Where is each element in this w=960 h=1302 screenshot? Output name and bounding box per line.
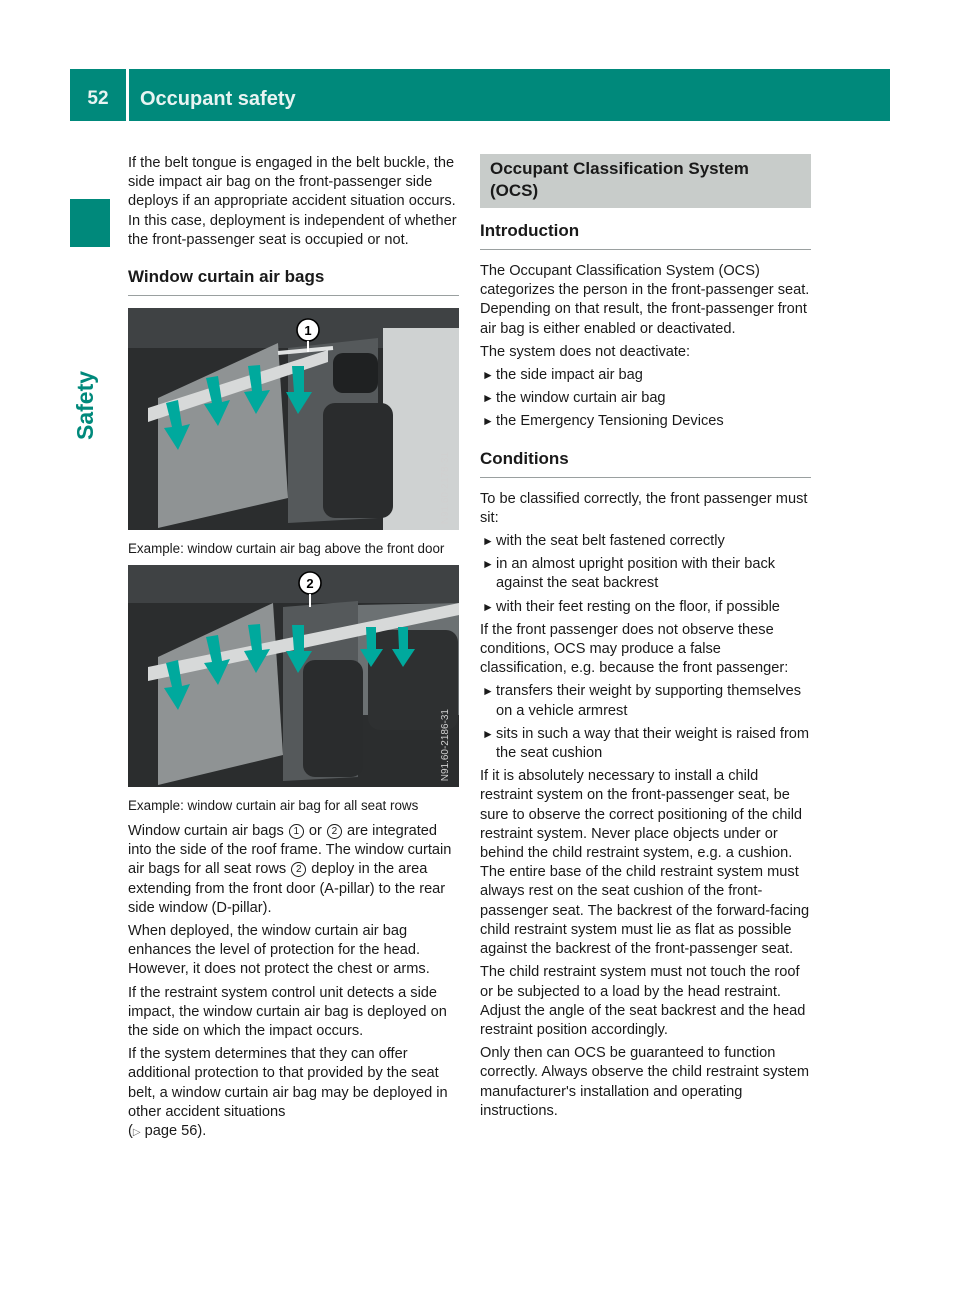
page-reference-link[interactable]: page 56).: [144, 1123, 207, 1140]
callout-2-icon: 2: [327, 824, 342, 839]
child-restraint-paragraph: If it is absolutely necessary to install a child restraint system on the front-passenger seat, be sure to observe the correct positioning of the child restraint system. Never place objects under or behind the child restraint system, e.g. a cushion. The entire base of the child restraint system must always rest on the seat cushion of the front-passenger seat. The backrest of the forward-facing child restraint system must lie as flat as possible against the backrest of the front-passenger seat.: [480, 768, 810, 958]
bullet-icon: ►: [482, 534, 494, 549]
list-item: ► the Emergency Tensioning Devices: [480, 412, 811, 431]
guarantee-paragraph: Only then can OCS be guaranteed to function correctly. Always observe the child restraint system manufacturer's installation and operating instructions.: [480, 1045, 810, 1119]
figure-caption: Example: window curtain air bag for all seat rows: [128, 798, 419, 814]
bullet-icon: ►: [482, 557, 494, 572]
figure-code: N91.60-2178-31: [439, 451, 451, 525]
section-heading: Window curtain air bags: [128, 266, 459, 296]
side-tab-label: Safety: [72, 370, 98, 440]
svg-text:1: 1: [304, 323, 312, 339]
conditions-paragraph: To be classified correctly, the front passenger must sit:: [480, 490, 808, 526]
right-column: [480, 154, 811, 1125]
ocs-heading-box: [480, 154, 811, 208]
protection-paragraph: When deployed, the window curtain air bag enhances the level of protection for the head. However, it does not protect the chest or arms.: [128, 923, 430, 978]
intro-paragraph: If the belt tongue is engaged in the belt buckle, the side impact air bag on the front-passenger side deploys if an appropriate accident situation occurs. In this case, deployment is independent of whether the front-passenger seat is occupied or not.: [128, 155, 457, 248]
deployment-paragraph: If the restraint system control unit detects a side impact, the window curtain air bag is deployed on the side on which the impact occurs.: [128, 984, 447, 1040]
page-reference-arrow-icon: ▷: [132, 1127, 141, 1139]
list-item: ► the window curtain air bag: [480, 389, 811, 408]
figure-caption: Example: window curtain air bag above the front door: [128, 541, 445, 557]
airbag-illustration-1: [128, 308, 459, 530]
conditions-list: [480, 532, 811, 617]
additional-protection-paragraph: If the system determines that they can offer additional protection to that provided by the seat belt, a window curtain air bag may be deployed in other accident situations (▷ page 56).: [128, 1046, 448, 1140]
bullet-icon: ►: [482, 599, 494, 614]
false-classification-paragraph: If the front passenger does not observe these conditions, OCS may produce a false classification, e.g. because the front passenger:: [480, 621, 789, 677]
not-deactivate-list: [480, 366, 811, 432]
list-item: ► transfers their weight by supporting themselves on a vehicle armrest: [482, 683, 801, 719]
callout-1-icon: 1: [289, 824, 304, 839]
bullet-icon: ►: [482, 414, 494, 429]
airbag-illustration-2: [128, 565, 459, 787]
list-item: ► the side impact air bag: [480, 366, 811, 385]
figure-code: N91.60-2186-31: [439, 708, 451, 782]
page-title: Occupant safety: [140, 88, 296, 110]
not-deactivate-paragraph: The system does not deactivate:: [480, 343, 691, 360]
false-classification-list: [480, 682, 811, 763]
ocs-intro-paragraph: The Occupant Classification System (OCS) categorizes the person in the front-passenger seat. Depending on that result, the front-passenger front air bag is either enabled or deactivated.: [480, 263, 810, 337]
list-item: ► sits in such a way that their weight is raised from the seat cushion: [482, 725, 810, 762]
bullet-icon: ►: [482, 726, 494, 741]
list-item: ► with the seat belt fastened correctly: [480, 532, 811, 551]
integration-paragraph: Window curtain air bags 1 or 2 are integrated into the side of the roof frame. The window curtain air bags for all seat rows 2 deploy in the area extending from the front door (A-pillar) to the rear side window (D-pillar).: [128, 823, 452, 916]
figure-all-rows-airbag: [128, 565, 459, 787]
svg-text:2: 2: [306, 576, 314, 592]
introduction-heading: Introduction: [480, 220, 811, 250]
conditions-heading: Conditions: [480, 448, 811, 478]
bullet-icon: ►: [482, 684, 494, 699]
bullet-icon: ►: [482, 368, 494, 383]
callout-2-icon: 2: [291, 862, 306, 877]
left-column: [128, 154, 459, 1146]
ocs-heading: Occupant Classification System (OCS): [490, 159, 749, 200]
figure-front-door-airbag: [128, 308, 459, 530]
page-number: 52: [87, 88, 109, 109]
side-tab-marker: [70, 199, 110, 247]
bullet-icon: ►: [482, 391, 494, 406]
list-item: ► with their feet resting on the floor, if possible: [480, 598, 811, 617]
header-divider: [126, 69, 129, 121]
roof-contact-paragraph: The child restraint system must not touch the roof or be subjected to a load by the head restraint. Adjust the angle of the seat backrest and the head restraint position accordingly.: [480, 964, 806, 1038]
list-item: ► in an almost upright position with their back against the seat backrest: [482, 556, 776, 592]
